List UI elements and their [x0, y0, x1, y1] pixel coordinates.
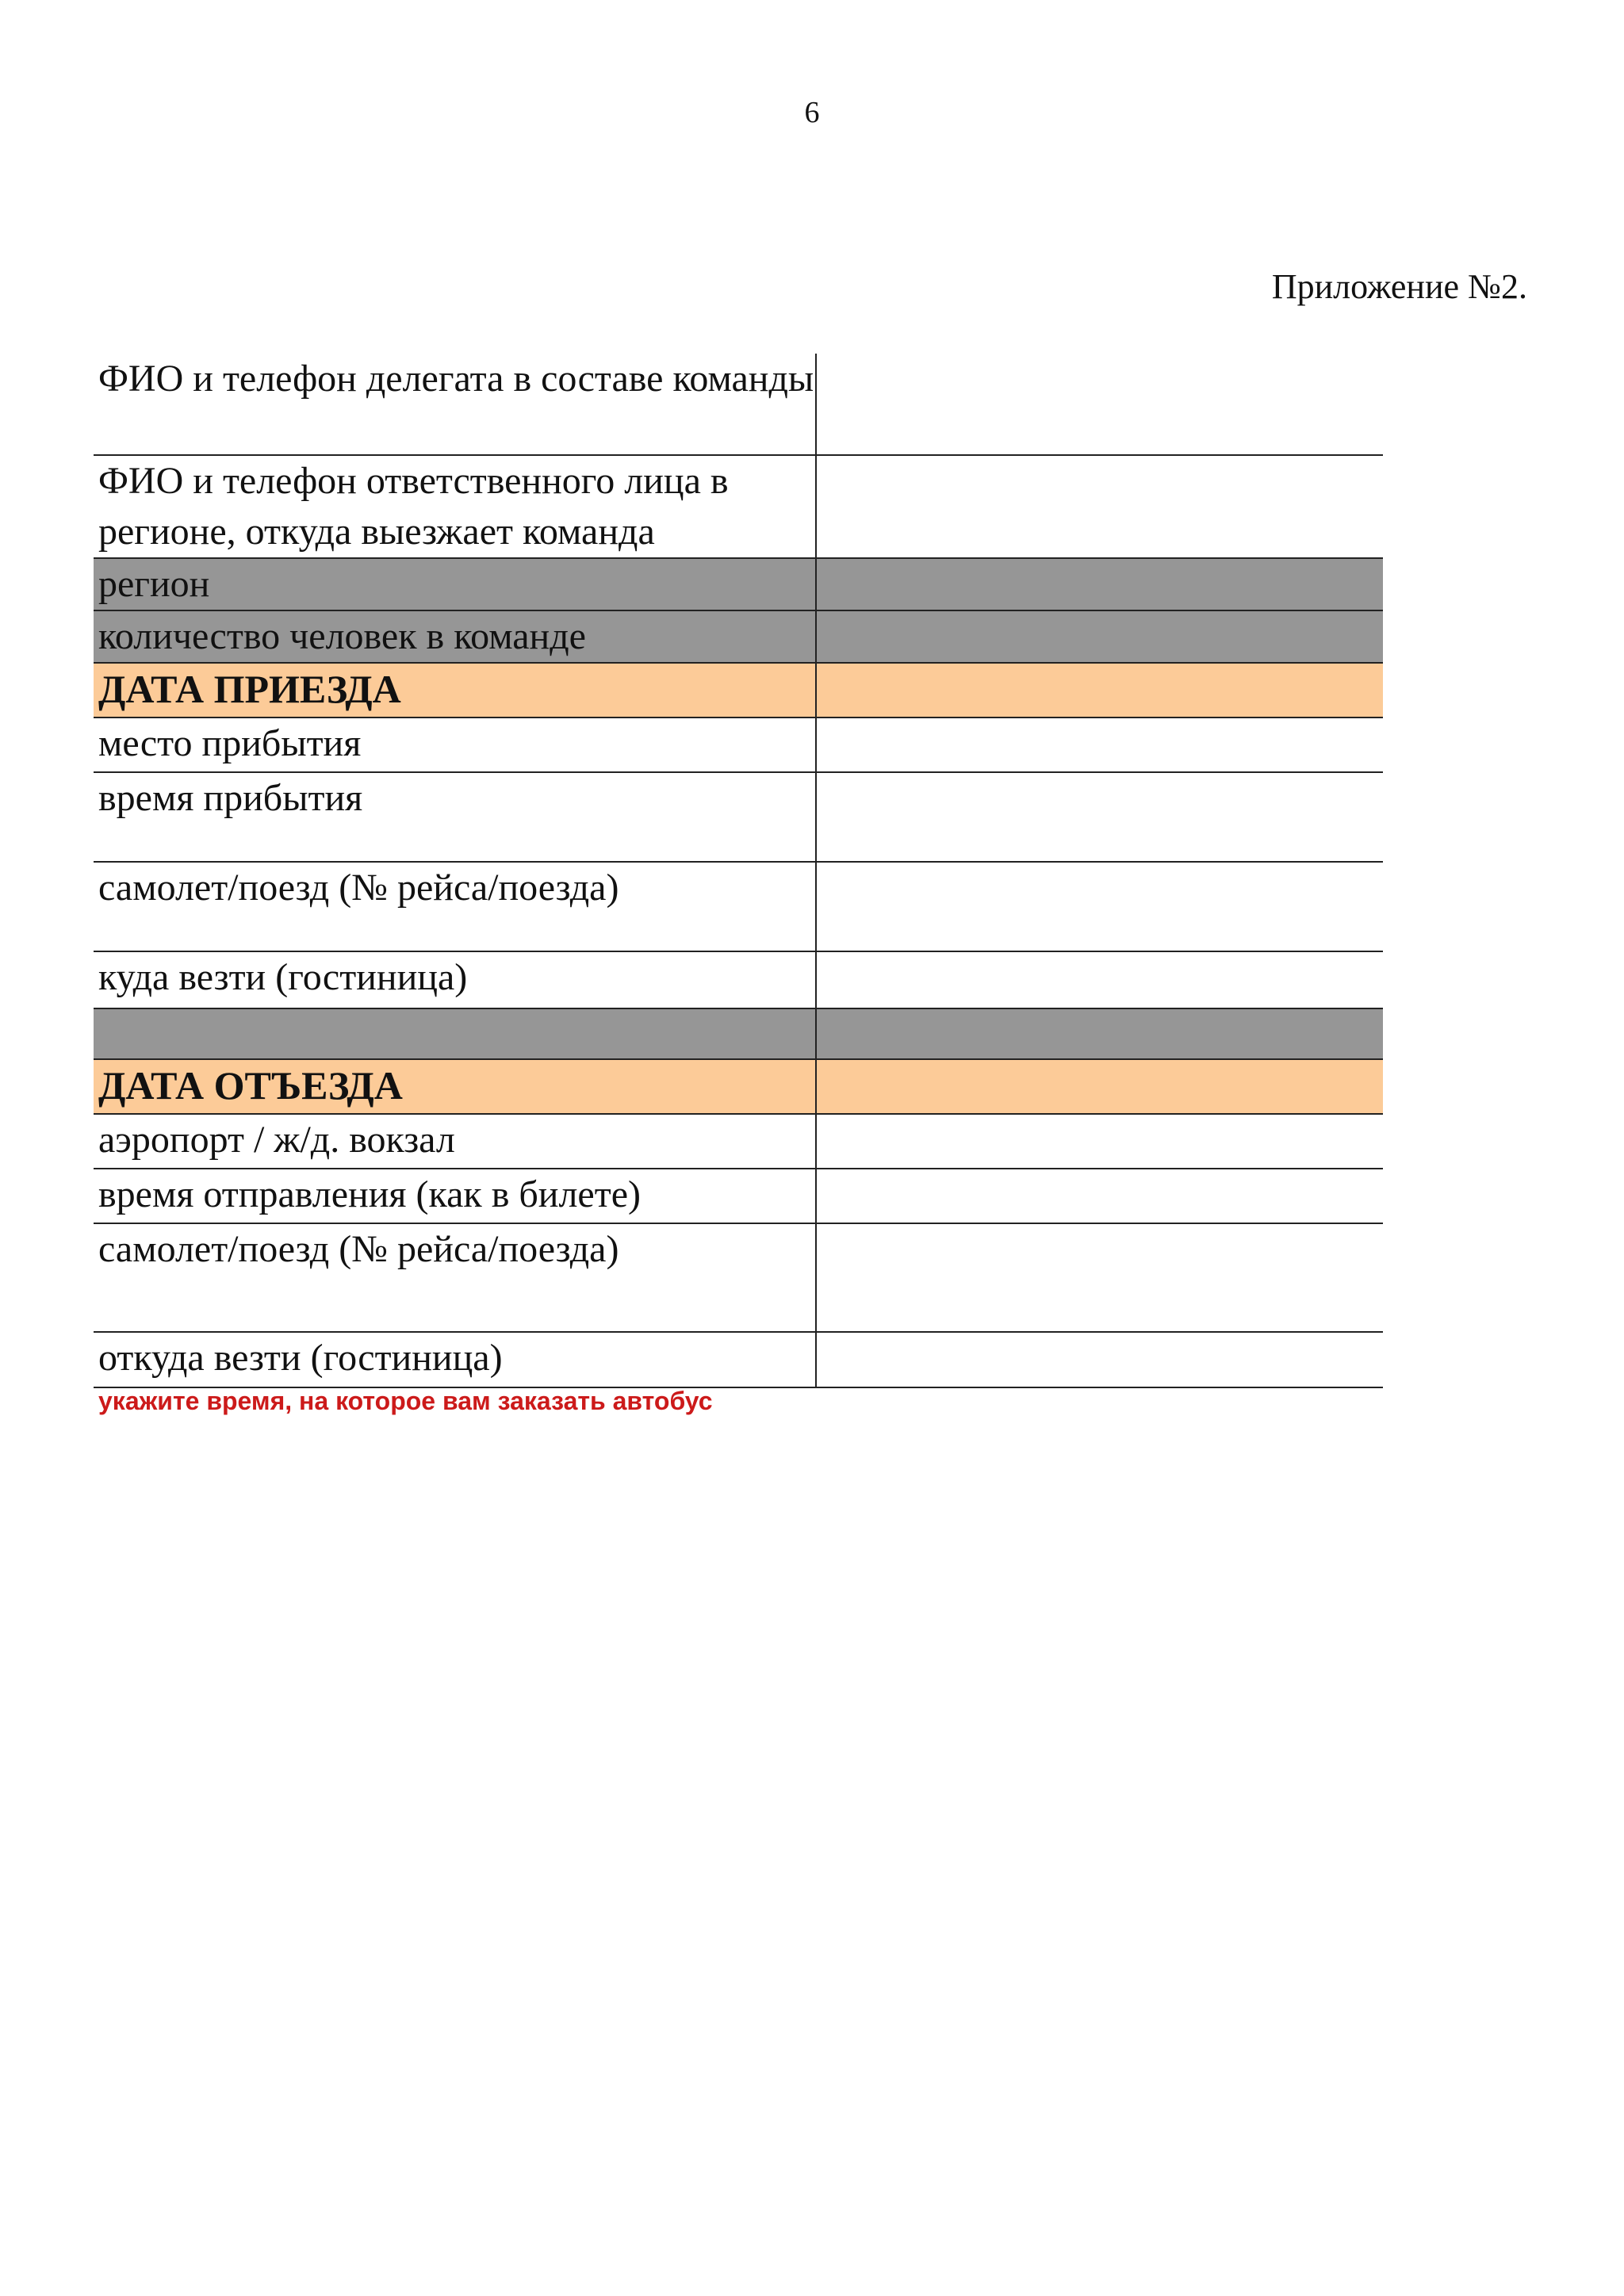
section-heading-departure: ДАТА ОТЪЕЗДА [94, 1059, 816, 1114]
row-label: куда везти (гостиница) [94, 951, 816, 1008]
row-label [94, 1008, 816, 1059]
row-label: аэропорт / ж/д. вокзал [94, 1114, 816, 1169]
appendix-title: Приложение №2. [1271, 267, 1527, 306]
section-heading-arrival: ДАТА ПРИЕЗДА [94, 663, 816, 718]
form-row-arrival-time [94, 772, 1383, 862]
row-label: время отправления (как в билете) [94, 1169, 816, 1223]
row-value-cell[interactable] [816, 663, 1383, 718]
row-label: самолет/поезд (№ рейса/поезда) [94, 862, 816, 951]
form-row-departure-hotel [94, 1332, 1383, 1387]
row-value-cell[interactable] [816, 610, 1383, 663]
form-row-departure-station [94, 1114, 1383, 1169]
form-row-departure-time [94, 1169, 1383, 1223]
row-label: место прибытия [94, 718, 816, 772]
row-value-cell[interactable] [816, 558, 1383, 610]
form-row-region [94, 558, 1383, 610]
bus-time-footnote: укажите время, на которое вам заказать автобус [98, 1387, 713, 1415]
row-label: ФИО и телефон делегата в составе команды [94, 354, 816, 455]
row-value-cell[interactable] [816, 862, 1383, 951]
form-row-responsible [94, 455, 1383, 558]
form-row-arrival-hotel [94, 951, 1383, 1008]
row-label: самолет/поезд (№ рейса/поезда) [94, 1223, 816, 1332]
form-row-arrival-date [94, 663, 1383, 718]
form-row-delegate [94, 354, 1383, 455]
row-value-cell[interactable] [816, 951, 1383, 1008]
row-value-cell[interactable] [816, 1059, 1383, 1114]
page-number: 6 [804, 96, 820, 129]
form-row-separator [94, 1008, 1383, 1059]
form-row-departure-date [94, 1059, 1383, 1114]
row-value-cell[interactable] [816, 455, 1383, 558]
row-label: регион [94, 558, 816, 610]
row-value-cell[interactable] [816, 1223, 1383, 1332]
row-label: ФИО и телефон ответственного лица в регионе, откуда выезжает команда [94, 455, 816, 558]
travel-info-form [94, 354, 1383, 1388]
row-label: количество человек в команде [94, 610, 816, 663]
row-value-cell[interactable] [816, 1008, 1383, 1059]
form-row-departure-flight [94, 1223, 1383, 1332]
form-row-team-size [94, 610, 1383, 663]
form-row-arrival-flight [94, 862, 1383, 951]
row-value-cell[interactable] [816, 1169, 1383, 1223]
row-label: время прибытия [94, 772, 816, 862]
row-value-cell[interactable] [816, 772, 1383, 862]
row-value-cell[interactable] [816, 1114, 1383, 1169]
row-value-cell[interactable] [816, 354, 1383, 455]
row-value-cell[interactable] [816, 718, 1383, 772]
form-row-arrival-place [94, 718, 1383, 772]
row-label: откуда везти (гостиница) [94, 1332, 816, 1387]
row-value-cell[interactable] [816, 1332, 1383, 1387]
